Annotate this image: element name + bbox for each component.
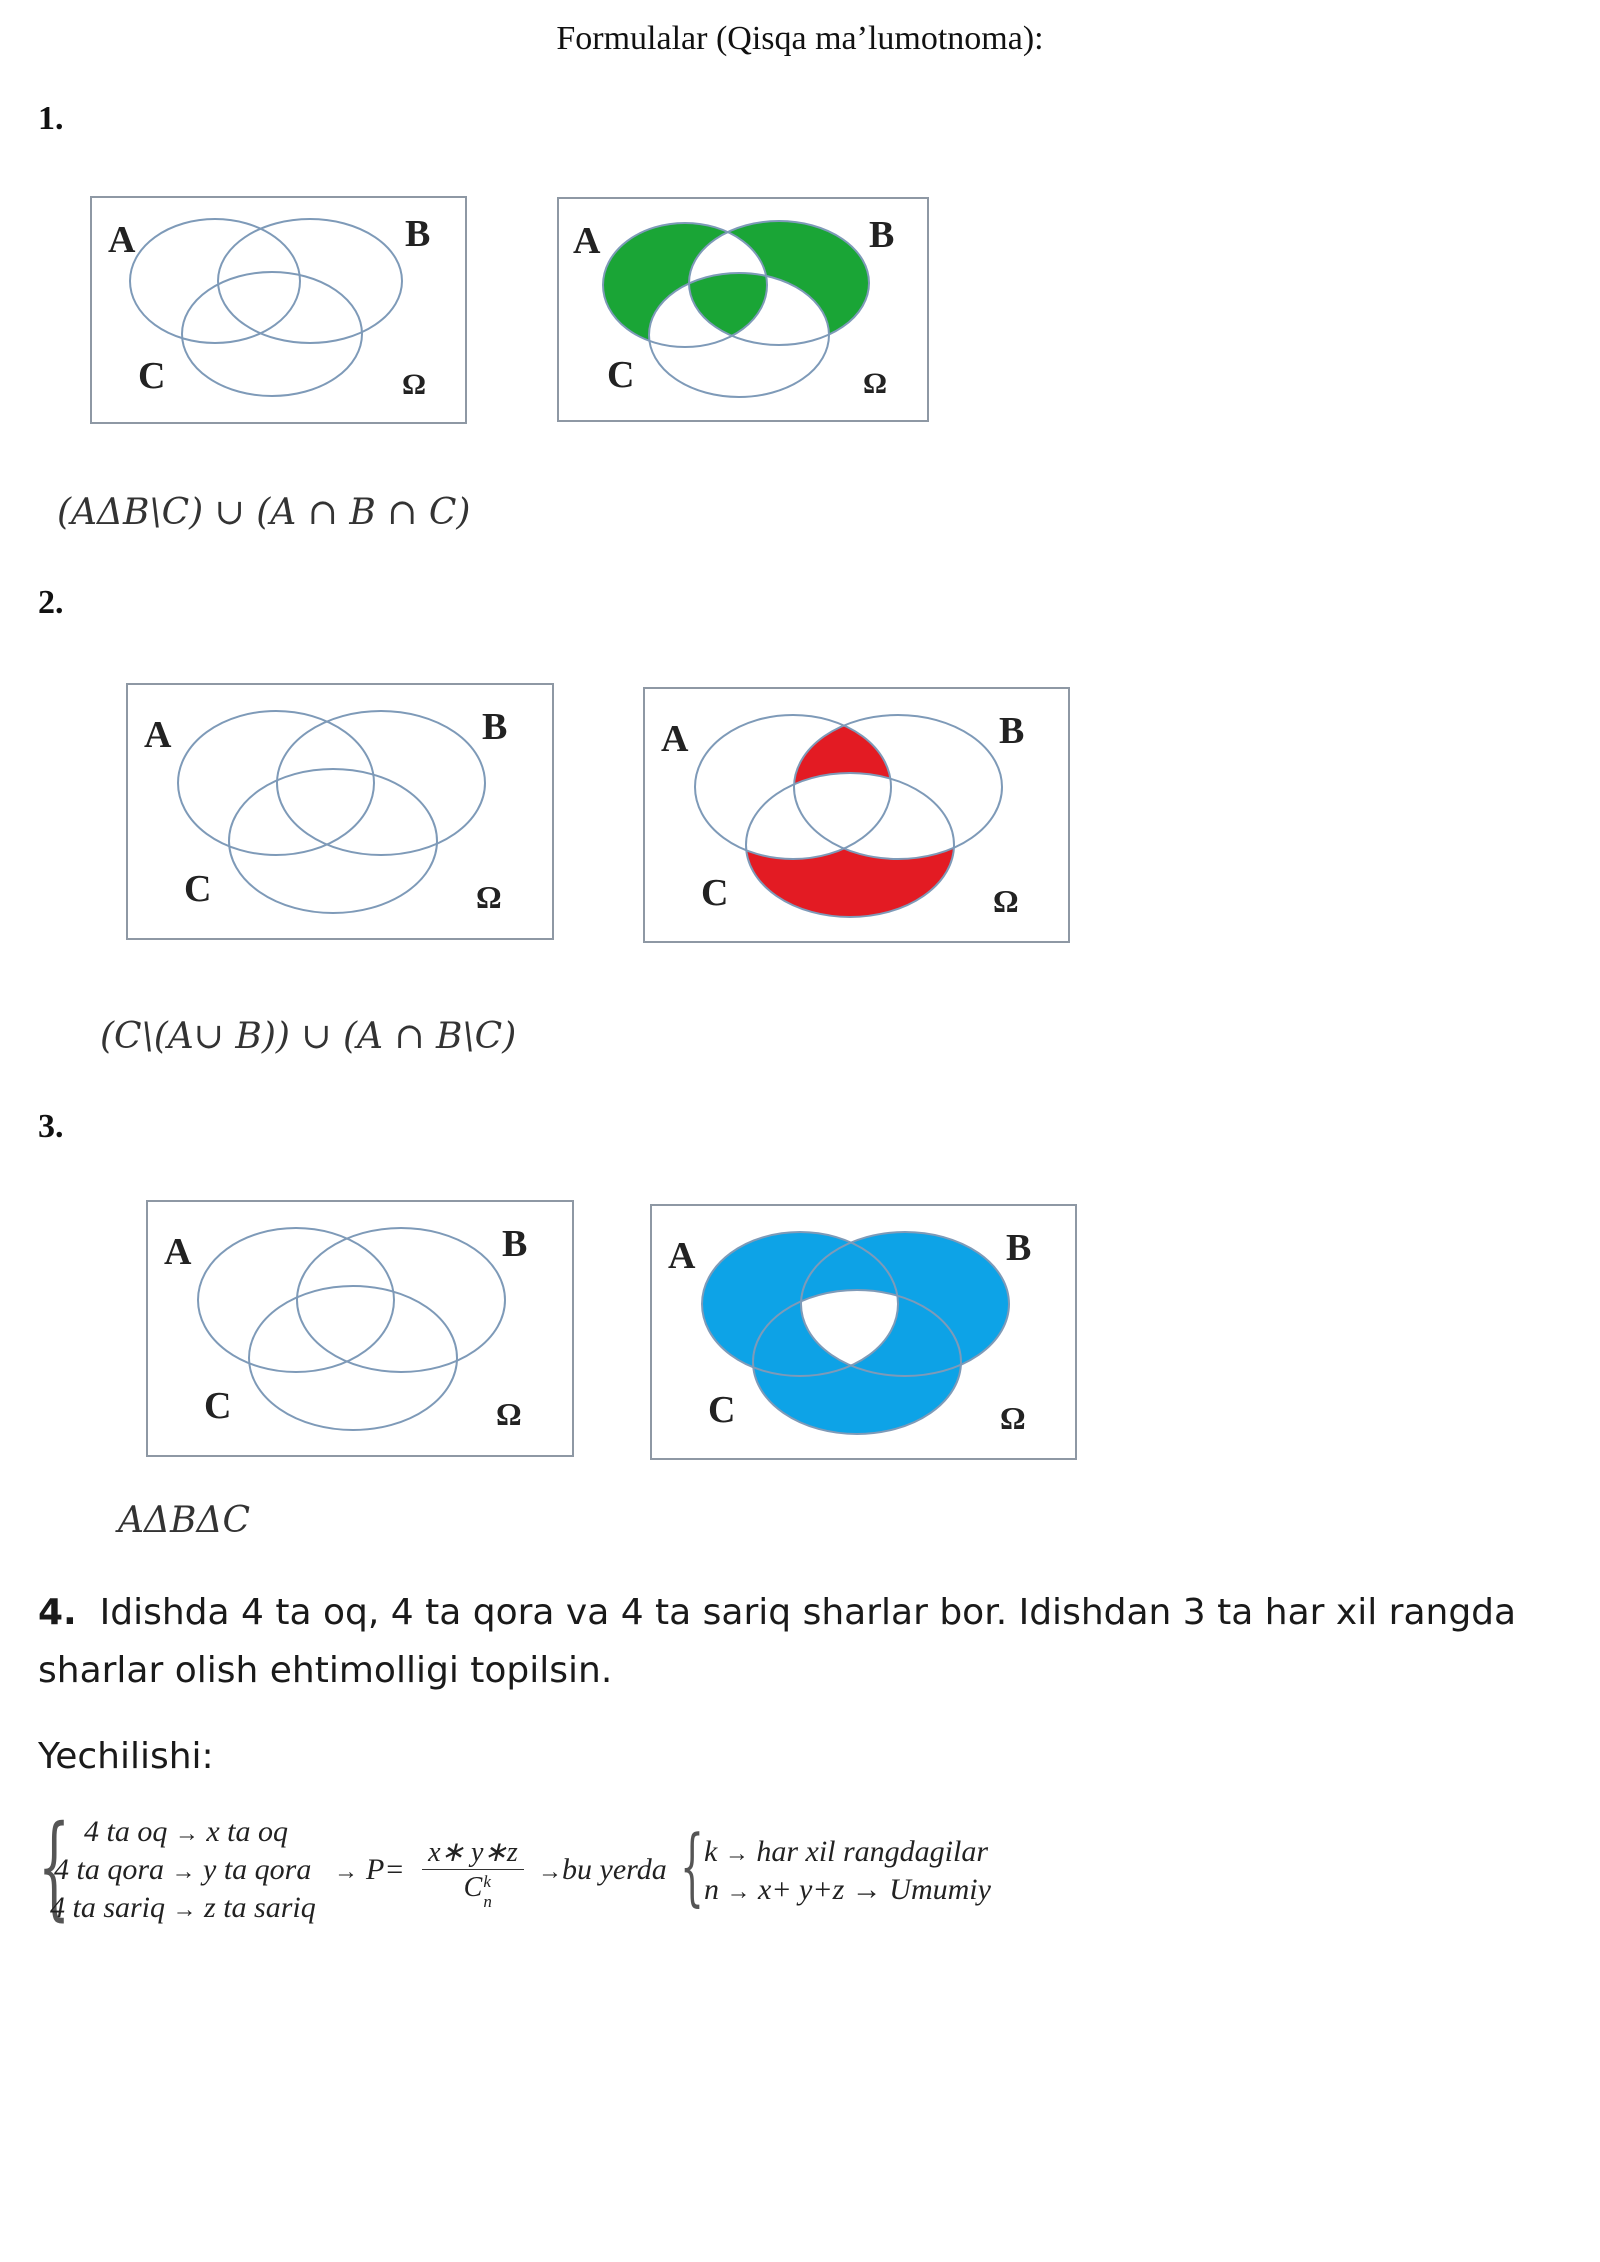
label-c: C [204,1385,232,1427]
label-b: B [502,1223,528,1265]
label-omega: Ω [993,883,1019,919]
label-omega: Ω [1000,1400,1026,1436]
solution-row: 4 ta qora → y ta qora [54,1853,312,1886]
label-c: C [701,872,729,914]
venn-diagram-blank [90,196,467,424]
label-a: A [668,1235,696,1277]
venn-diagram-filled [650,1204,1077,1460]
label-a: A [164,1231,192,1273]
arrow: → [334,1859,358,1885]
label-b: B [1006,1227,1032,1269]
venn-diagram-blank [146,1200,574,1457]
fraction-numerator: x∗ y∗z [428,1837,518,1868]
label-c: C [607,354,635,396]
right-brace: { [680,1817,705,1915]
label-a: A [108,219,136,261]
set-formula: (AΔB\C) ∪ (A ∩ B ∩ C) [57,492,471,533]
probability-label: P= [366,1853,405,1886]
venn-diagram-blank [126,683,554,940]
label-omega: Ω [476,879,502,915]
label-omega: Ω [863,367,888,400]
set-formula: AΔBΔC [118,1500,250,1541]
label-a: A [144,714,172,756]
left-brace: { [38,1802,71,1932]
bu-yerda-label: bu yerda [562,1853,667,1886]
problem-number: 4. [38,1592,77,1633]
label-omega: Ω [402,368,427,401]
solution-heading: Yechilishi: [38,1736,214,1777]
label-a: A [661,718,689,760]
item-number: 2. [38,584,64,621]
label-b: B [405,213,431,255]
label-b: B [999,710,1025,752]
problem-line-2: sharlar olish ehtimolligi topilsin. [38,1650,613,1691]
problem-text [38,1584,1578,1700]
solution-row: 4 ta oq → x ta oq [84,1815,288,1848]
solution-formula [38,1802,1138,1945]
venn-diagram-filled [557,197,929,422]
label-a: A [573,220,601,262]
label-c: C [138,355,166,397]
fraction [418,1837,528,1911]
solution-row: 4 ta sariq → z ta sariq [50,1891,316,1924]
set-formula: (C\(A∪ B)) ∪ (A ∩ B\C) [100,1016,517,1057]
definition-row: k → har xil rangdagilar [704,1835,989,1868]
label-b: B [869,214,895,256]
item-number: 3. [38,1108,64,1145]
definition-row: n → x+ y+z → Umumiy [704,1873,991,1906]
label-omega: Ω [496,1396,522,1432]
label-b: B [482,706,508,748]
label-c: C [708,1389,736,1431]
problem-line-1: Idishda 4 ta oq, 4 ta qora va 4 ta sariq sharlar bor. Idishdan 3 ta har xil rangda [99,1592,1517,1633]
label-c: C [184,868,212,910]
item-number: 1. [38,100,64,137]
fraction-denominator: C k n [463,1872,492,1911]
venn-diagram-filled [643,687,1070,943]
arrow: → [538,1859,562,1885]
page-title: Formulalar (Qisqa ma’lumotnoma): [556,20,1044,57]
